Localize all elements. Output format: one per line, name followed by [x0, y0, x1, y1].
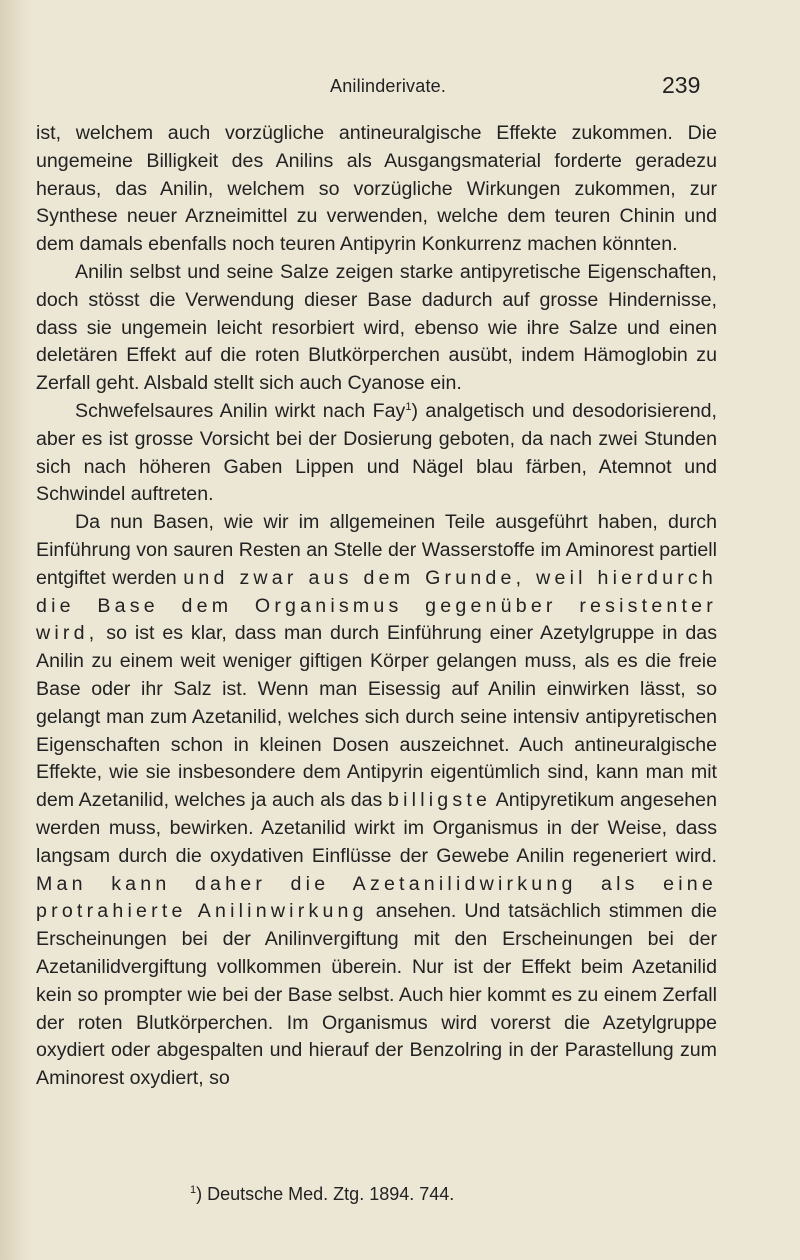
running-head: Anilinderivate. [330, 76, 447, 96]
footnote-text: ) Deutsche Med. Ztg. 1894. 744. [196, 1184, 455, 1204]
footnote-reference: 1 [405, 400, 412, 413]
paragraph-3-text-b: ) analgetisch und desodorisierend, aber es ist grosse Vorsicht bei der Dosierung geboten, da nach zwei Stunden sich nach höheren Gaben Lippen und Nägel blau färben, Atemnot und Schwindel auftreten. [36, 399, 717, 506]
paragraph-4-text-a: Da nun Basen, wie wir im allgemeinen Teile ausgeführt haben, durch Einführung von sauren Resten an Stelle der Wasserstoffe im Aminorest partiell entgiftet werden [36, 511, 717, 589]
paragraph-4-text-b: so ist es klar, dass man durch Einführung einer Azetylgruppe in das Anilin zu einem weit weniger giftigen Körper gelangen muss, als es die freie Base oder ihr Salz ist. Wenn man Eisessig auf Anilin einwirken lässt, so gelangt man zum Azetanilid, welches sich durch seine intensiv antipyretischen Eigenschaften schon in kleinen Dosen auszeichnet. Auch antineuralgische Effekte, wie sie insbesondere dem Antipyrin eigentümlich sind, kann man mit dem Azetanilid, welches ja auch als das [36, 622, 717, 812]
paragraph-4-text-d: ansehen. Und tatsächlich stimmen die Erscheinungen bei der Anilinvergiftung mit den Erscheinungen bei der Azetanilidvergiftung vollkommen überein. Nur ist der Effekt beim Azetanilid kein so prompter wie bei der Base selbst. Auch hier kommt es zu einem Zerfall der roten Blutkörperchen. Im Organismus wird vorerst die Azetylgruppe oxydiert oder abgespalten und hierauf der Benzolring in der Parastellung zum Aminorest oxydiert, so [36, 900, 717, 1090]
page-number: 239 [662, 72, 701, 98]
paragraph-3 [36, 398, 717, 509]
paragraph-2: Anilin selbst und seine Salze zeigen starke antipyretische Eigenschaften, doch stösst die Verwendung dieser Base dadurch auf grosse Hindernisse, dass sie ungemein leicht resorbiert wird, ebenso wie ihre Salze und einen deletären Effekt auf die roten Blutkörperchen ausübt, indem Hämoglobin zu Zerfall geht. Alsbald stellt sich auch Cyanose ein. [36, 260, 717, 395]
paragraph-4-text-c: Antipyretikum angesehen werden muss, bewirken. Azetanilid wirkt im Organismus in der Weise, dass langsam durch die oxydativen Einflüsse der Gewebe Anilin regeneriert wird. [36, 789, 717, 867]
spaced-emphasis-2: billigste [387, 789, 492, 812]
body-text [36, 120, 717, 1093]
footnote [190, 1184, 454, 1205]
paragraph-1: ist, welchem auch vorzügliche antineuralgische Effekte zukommen. Die ungemeine Billigkeit des Anilins als Ausgangsmaterial forderte geradezu heraus, das Anilin, welchem so vorzügliche Wirkungen zukommen, zur Synthese neuer Arzneimittel zu verwenden, welche dem teuren Chinin und dem damals ebenfalls noch teuren Antipyrin Konkurrenz machen könnten. [36, 122, 717, 256]
spaced-emphasis-3: Man kann daher die Azetanilidwirkung als eine protrahierte Anilinwirkung [36, 872, 717, 923]
paragraph-4 [36, 509, 717, 1093]
footnote-marker: 1 [190, 1184, 197, 1196]
spaced-emphasis-1: und zwar aus dem Grunde, weil hierdurch die Base dem Organismus gegenüber resistenter wird, [36, 566, 718, 645]
page-header [0, 70, 800, 106]
paragraph-3-text-a: Schwefelsaures Anilin wirkt nach Fay [75, 399, 406, 422]
